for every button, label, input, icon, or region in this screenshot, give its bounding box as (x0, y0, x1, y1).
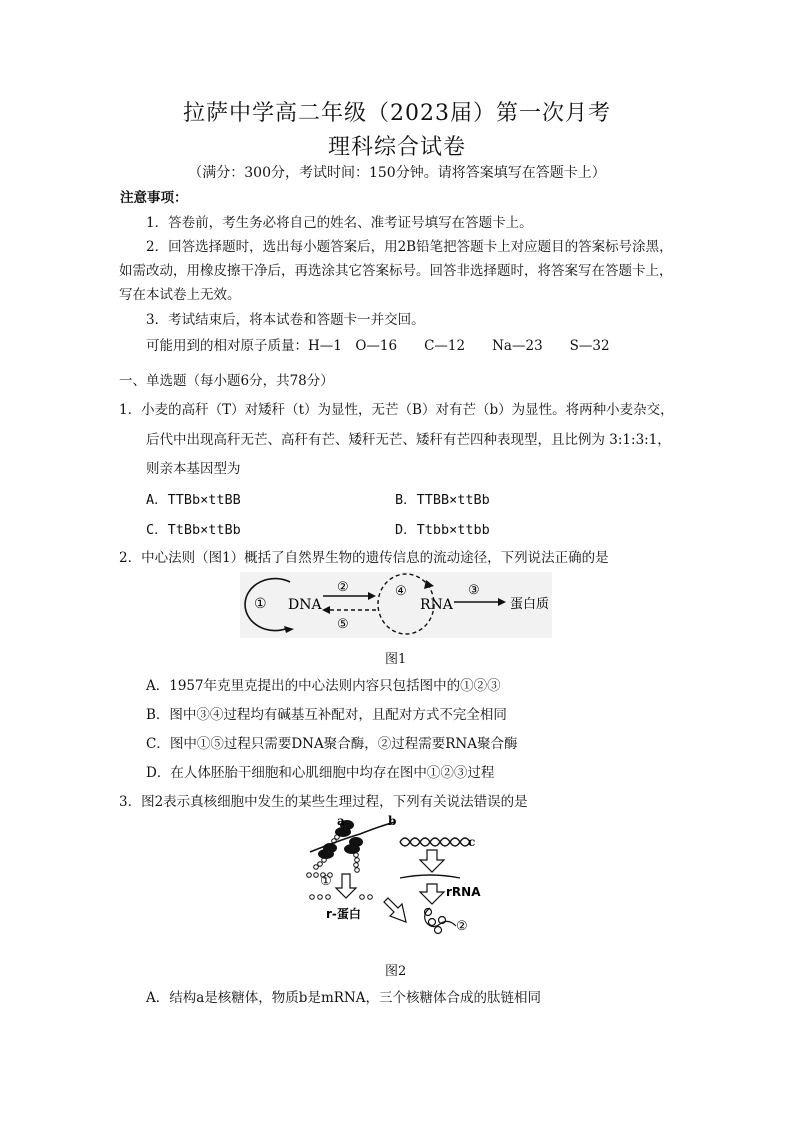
q2-option-a: A．1957年克里克提出的中心法则内容只包括图中的①②③ (146, 678, 501, 694)
exam-info: （满分：300分，考试时间：150分钟。请将答案填写在答题卡上） (188, 165, 606, 181)
figure-2-caption: 图2 (385, 964, 407, 979)
rrna-strand (400, 875, 460, 878)
fig2-r-protein: r-蛋白 (326, 907, 361, 921)
down-arrow-1 (336, 874, 356, 898)
q1-option-c: C．TtBb×ttBb (146, 522, 241, 538)
central-dogma-figure (240, 572, 552, 638)
ribosome-assembly (425, 908, 457, 934)
q3-stem: 3．图2表示真核细胞中发生的某些生理过程，下列有关说法错误的是 (119, 794, 528, 810)
fig2-label-1: ① (320, 874, 332, 889)
fig1-label-5: ⑤ (337, 617, 349, 632)
fig1-protein: 蛋白质 (510, 597, 550, 612)
q2-option-b: B．图中③④过程均有碱基互补配对，且配对方式不完全相同 (146, 707, 507, 723)
down-arrow-2 (420, 850, 444, 872)
q1-option-a: A．TTBb×ttBB (146, 492, 241, 508)
fig1-label-4: ④ (395, 584, 407, 599)
exam-title: 拉萨中学高二年级（2023届）第一次月考 (183, 101, 611, 126)
figure-1-caption: 图1 (385, 652, 407, 667)
q1-option-b: B．TTBB×ttBb (395, 492, 490, 508)
q2-stem: 2．中心法则（图1）概括了自然界生物的遗传信息的流动途径，下列说法正确的是 (119, 550, 609, 566)
q1-option-d: D．Ttbb×ttbb (395, 522, 490, 538)
ribosome-figure (300, 812, 500, 950)
fig2-rrna: rRNA (446, 885, 481, 899)
diagonal-arrow (384, 898, 406, 922)
q1-stem-line-3: 则亲本基因型为 (146, 461, 241, 477)
fig2-label-2: ② (456, 919, 468, 934)
exam-subject-title: 理科综合试卷 (327, 135, 466, 160)
notice-item-2-line-1: 2．回答选择题时，选出每小题答案后，用2B铅笔把答题卡上对应题目的答案标号涂黑， (146, 239, 673, 255)
q2-option-c: C．图中①⑤过程只需要DNA聚合酶，②过程需要RNA聚合酶 (146, 736, 518, 752)
fig2-label-b: b (388, 814, 397, 828)
notice-item-2-line-3: 写在本试卷上无效。 (119, 287, 241, 303)
fig2-label-a: a (337, 814, 345, 828)
q1-stem-line-1: 1．小麦的高秆（T）对矮秆（t）为显性，无芒（B）对有芒（b）为显性。将两种小麦杂交， (119, 402, 674, 418)
q1-stem-line-2: 后代中出现高秆无芒、高秆有芒、矮秆无芒、矮秆有芒四种表现型，且比例为 3:1:3:1， (146, 432, 671, 448)
notice-item-3: 3．考试结束后，将本试卷和答题卡一并交回。 (146, 312, 425, 328)
fig1-rna: RNA (420, 597, 453, 613)
fig1-label-2: ② (337, 580, 349, 595)
notice-heading: 注意事项： (120, 190, 188, 206)
notice-item-1: 1．答卷前，考生务必将自己的姓名、准考证号填写在答题卡上。 (146, 215, 533, 231)
down-arrow-3 (420, 884, 444, 904)
fig1-dna: DNA (288, 597, 322, 613)
atomic-mass-line: 可能用到的相对原子质量：H—1 O—16 C—12 Na—23 S—32 (146, 338, 610, 354)
q3-option-a: A．结构a是核糖体，物质b是mRNA，三个核糖体合成的肽链相同 (146, 990, 541, 1006)
section-heading: 一、单选题（每小题6分，共78分） (119, 373, 334, 389)
fig1-label-3: ③ (468, 583, 480, 598)
notice-item-2-line-2: 如需改动，用橡皮擦干净后，再选涂其它答案标号。回答非选择题时，将答案写在答题卡上， (119, 263, 673, 279)
fig2-label-c: c (468, 835, 476, 849)
q2-option-d: D．在人体胚胎干细胞和心肌细胞中均存在图中①②③过程 (146, 765, 495, 781)
fig1-label-1: ① (254, 596, 267, 612)
